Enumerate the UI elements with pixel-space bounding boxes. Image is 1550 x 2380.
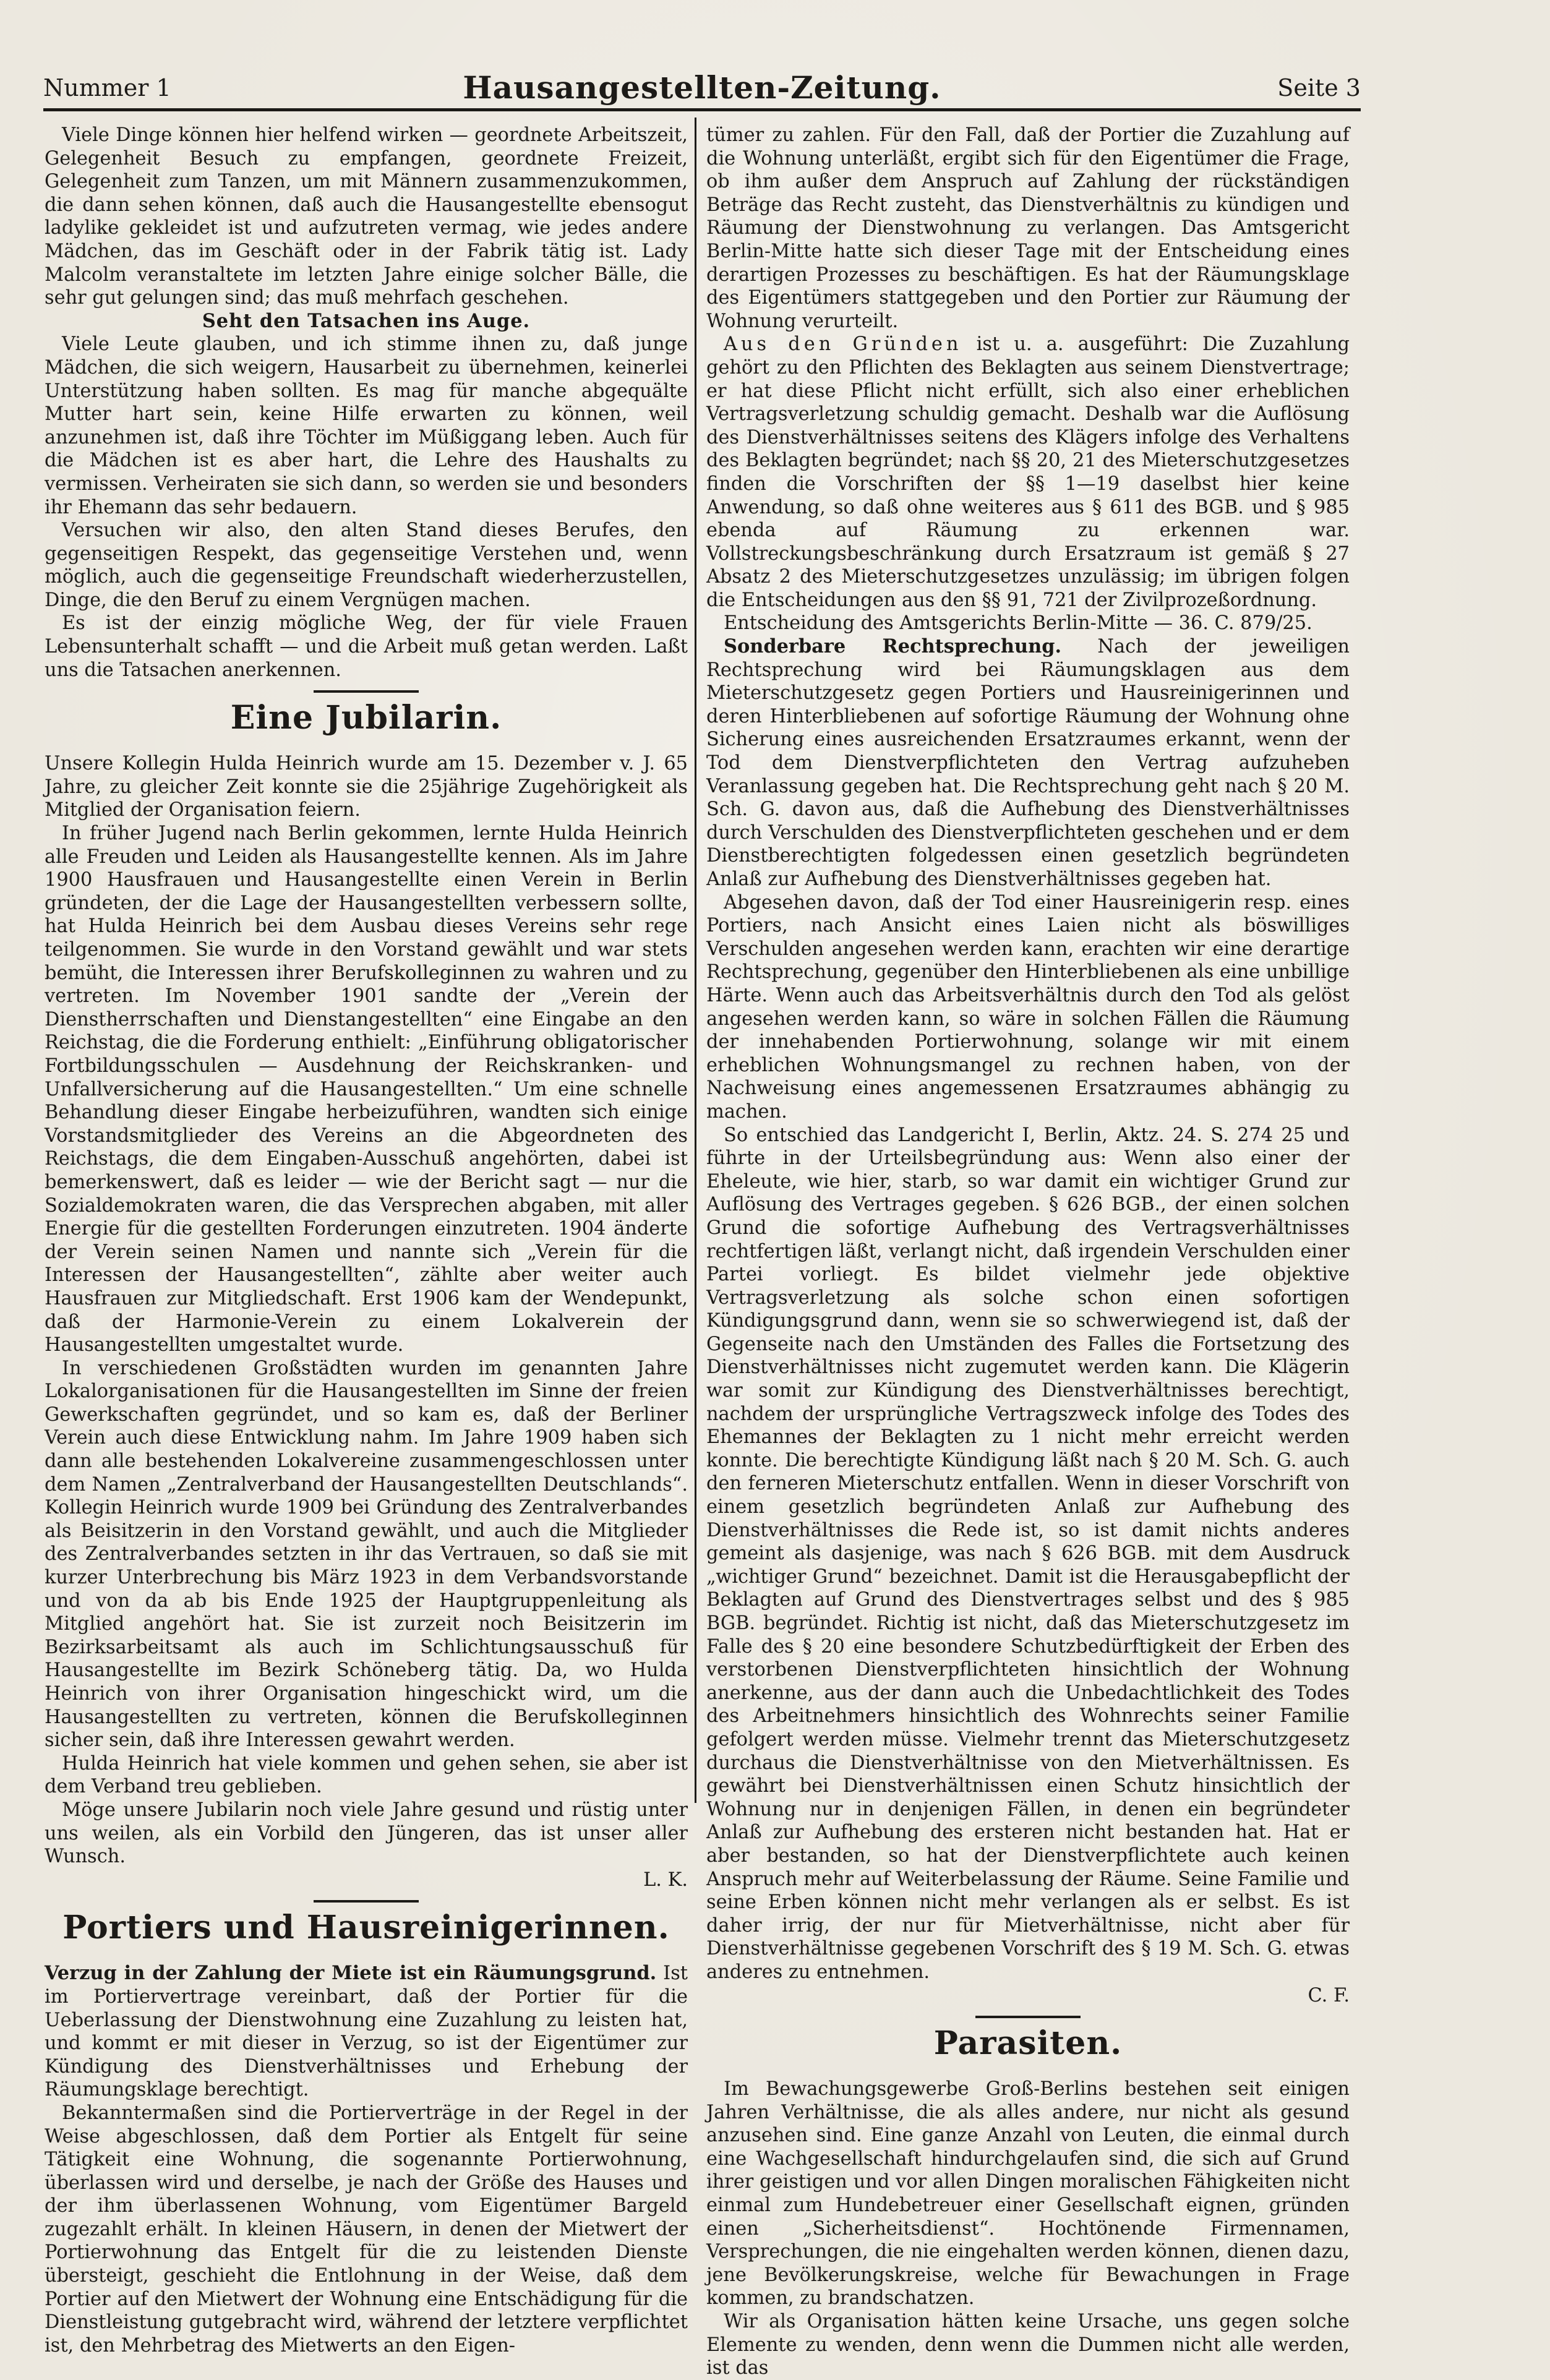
- article-paragraph: tümer zu zahlen. Für den Fall, daß der Portier die Zuzahlung auf die Wohnung unterläßt, ergibt sich für den Eigentümer die Frage, ob ihm außer dem Anspruch auf Zahlung der rückständigen Beträge das Recht zusteht, das Dienstverhältnis zu kündigen und Räumung der Dienstwohnung zu verlangen. Das Amtsgericht Berlin-Mitte hatte sich dieser Tage mit der Entscheidung eines derartigen Prozesses zu beschäftigen. Es hat der Räumungsklage des Eigentümers stattgegeben und den Portier zur Räumung der Wohnung verurteilt.: [706, 124, 1350, 332]
- article-paragraph: In verschiedenen Großstädten wurden im genannten Jahre Lokalorganisationen für die Hausangestellten im Sinne der freien Gewerkschaften gegründet, und so kam es, daß der Berliner Verein auch diese Entwicklung nahm. Im Jahre 1909 haben sich dann alle bestehenden Lokalvereine zusammengeschlossen unter dem Namen „Zentralverband der Hausangestellten Deutschlands“. Kollegin Heinrich wurde 1909 bei Gründung des Zentralverbandes als Beisitzerin in den Vorstand gewählt, und auch die Mitglieder des Zentralverbandes setzten in ihr das Vertrauen, so daß sie mit kurzer Unterbrechung bis März 1923 in dem Verbandsvorstande und von da ab bis Ende 1925 der Hauptgruppenleitung als Mitglied angehört hat. Sie ist zurzeit noch Beisitzerin im Bezirksarbeitsamt als auch im Schlichtungsausschuß für Hausangestellte im Bezirk Schöneberg tätig. Da, wo Hulda Heinrich von ihrer Organisation hingeschickt wird, um die Hausangestellten zu vertreten, können die Berufskolleginnen sicher sein, daß ihre Interessen gewahrt werden.: [45, 1357, 688, 1752]
- right-column: [706, 124, 1350, 2379]
- issue-number: Nummer 1: [43, 74, 171, 101]
- article-paragraph: Viele Leute glauben, und ich stimme ihnen zu, daß junge Mädchen, die sich weigern, Hausarbeit zu übernehmen, keinerlei Unterstützung haben sollten. Es mag für manche abgequälte Mutter hart sein, keine Hilfe erwarten zu können, weil anzunehmen ist, daß ihre Töchter im Müßiggang leben. Auch für die Mädchen ist es aber hart, die Lehre des Haushalts zu vermissen. Verheiraten sie sich dann, so werden sie und besonders ihr Ehemann das sehr bedauern.: [45, 333, 688, 518]
- section-divider: [314, 690, 419, 693]
- section-divider: [314, 1900, 419, 1903]
- article-lead: Sonderbare Rechtsprechung.: [724, 635, 1062, 658]
- article-paragraph: Unsere Kollegin Hulda Heinrich wurde am 15. Dezember v. J. 65 Jahre, zu gleicher Zeit konnte sie die 25jährige Zugehörigkeit als Mitglied der Organisation feiern.: [45, 753, 688, 821]
- article-paragraph: Es ist der einzig mögliche Weg, der für viele Frauen Lebensunterhalt schafft — und die Arbeit muß getan werden. Laßt uns die Tatsachen anerkennen.: [45, 612, 688, 681]
- column-divider: [695, 118, 696, 1803]
- heading-parasiten: Parasiten.: [933, 2024, 1123, 2063]
- article-lead-text: Ist im Portiervertrage vereinbart, daß der Portier für die Ueberlassung der Dienstwohnung eine Zuzahlung zu leisten hat, und kommt er mit dieser in Verzug, so ist der Eigentümer zur Kündigung des Dienstverhältnisses und Erhebung der Räumungsklage berechtigt.: [45, 1963, 688, 2101]
- section-subheading: Seht den Tatsachen ins Auge.: [202, 309, 531, 332]
- article-lead-text: Nach der jeweiligen Rechtsprechung wird bei Räumungsklagen aus dem Mieterschutzgesetz gegen Portiers und Hausreinigerinnen und deren Hinterbliebenen auf sofortige Räumung der Wohnung ohne Sicherung eines ausreichenden Ersatzraumes erkannt, wenn der Tod dem Dienstverpflichteten den Vertrag aufzuheben Veranlassung gegeben hat. Die Rechtsprechung geht nach § 20 M. Sch. G. davon aus, daß die Aufhebung des Dienstverhältnisses durch Verschulden des Dienstverpflichteten geschehen und er dem Dienstberechtigten folgedessen einen gesetzlich begründeten Anlaß zur Aufhebung des Dienstverhältnisses gegeben hat.: [706, 636, 1350, 890]
- article-paragraph: Im Bewachungsgewerbe Groß-Berlins bestehen seit einigen Jahren Verhältnisse, die als alles andere, nur nicht als gesund anzusehen sind. Eine ganze Anzahl von Leuten, die einmal durch eine Wachgesellschaft hindurchgelaufen sind, die sich auf Grund ihrer geistigen und vor allen Dingen moralischen Fähigkeiten nicht einmal zum Hundebetreuer einer Gesellschaft eignen, gründen einen „Sicherheitsdienst“. Hochtönende Firmennamen, Versprechungen, die nie eingehalten werden können, dienen dazu, jene Bevölkerungskreise, welche für Bewachungen in Frage kommen, zu brandschatzen.: [706, 2078, 1350, 2309]
- left-column: [45, 124, 688, 2356]
- author-signature: C. F.: [1308, 1984, 1350, 2006]
- section-divider: [975, 2016, 1081, 2018]
- court-reference: Entscheidung des Amtsgerichts Berlin-Mitte — 36. C. 879/25.: [724, 612, 1312, 635]
- newspaper-title: Hausangestellten-Zeitung.: [463, 69, 941, 106]
- article-paragraph: [706, 635, 1350, 891]
- article-lead: Verzug in der Zahlung der Miete ist ein Räumungsgrund.: [45, 1962, 657, 1985]
- article-lead: Aus den Gründen: [724, 333, 962, 356]
- article-paragraph: Versuchen wir also, den alten Stand dieses Berufes, den gegenseitigen Respekt, das gegenseitige Verstehen und, wenn möglich, auch die gegenseitige Freundschaft wiederherzustellen, Dinge, die den Beruf zu einem Vergnügen machen.: [45, 520, 688, 611]
- article-paragraph: Bekanntermaßen sind die Portierverträge in der Regel in der Weise abgeschlossen, daß dem Portier als Entgelt für seine Tätigkeit eine Wohnung, die sogenannte Portierwohnung, überlassen wird und derselbe, je nach der Größe des Hauses und der ihm überlassenen Wohnung, vom Eigentümer Bargeld zugezahlt erhält. In kleinen Häusern, in denen der Mietwert der Portierwohnung das Entgelt für die zu leistenden Dienste übersteigt, geschieht die Entlohnung in der Weise, daß dem Portier auf den Mietwert der Wohnung eine Entschädigung für die Dienstleistung gutgebracht wird, während der letztere verpflichtet ist, den Mehrbetrag des Mietwerts an den Eigen-: [45, 2102, 688, 2356]
- article-paragraph: [706, 333, 1350, 612]
- article-paragraph: Viele Dinge können hier helfend wirken — geordnete Arbeitszeit, Gelegenheit Besuch zu empfangen, geordnete Freizeit, Gelegenheit zum Tanzen, um mit Männern zusammenzukommen, die dann sehen können, daß auch die Hausangestellte ebensogut ladylike gekleidet ist und aufzutreten vermag, wie jedes andere Mädchen, das im Geschäft oder in der Fabrik tätig ist. Lady Malcolm veranstaltete im letzten Jahre einige solcher Bälle, die sehr gut gelungen sind; das muß mehrfach geschehen.: [45, 124, 688, 309]
- header-rule: [43, 108, 1361, 111]
- article-paragraph: Möge unsere Jubilarin noch viele Jahre gesund und rüstig unter uns weilen, als ein Vorbild den Jüngeren, das ist unser aller Wunsch.: [45, 1799, 688, 1868]
- author-signature: L. K.: [643, 1868, 688, 1891]
- article-paragraph: In früher Jugend nach Berlin gekommen, lernte Hulda Heinrich alle Freuden und Leiden als Hausangestellte kennen. Als im Jahre 1900 Hausfrauen und Hausangestellte einen Verein in Berlin gründeten, der die Lage der Hausangestellten verbessern sollte, hat Hulda Heinrich bei dem Ausbau dieses Vereins sehr rege teilgenommen. Sie wurde in den Vorstand gewählt und war stets bemüht, die Interessen ihrer Berufskolleginnen zu wahren und zu vertreten. Im November 1901 sandte der „Verein der Dienstherrschaften und Dienstangestellten“ eine Eingabe an den Reichstag, die die Forderung enthielt: „Einführung obligatorischer Fortbildungsschulen — Ausdehnung der Reichskranken- und Unfallversicherung auf die Hausangestellten.“ Um eine schnelle Behandlung dieser Eingabe herbeizuführen, wandten sich einige Vorstandsmitglieder des Vereins an die Abgeordneten des Reichstags, die dem Eingaben-Ausschuß angehörten, dabei ist bemerkenswert, daß es leider — wie der Bericht sagt — nur die Sozialdemokraten waren, die das Versprechen abgaben, mit aller Energie für die gestellten Forderungen einzutreten. 1904 änderte der Verein seinen Namen und nannte sich „Verein für die Interessen der Hausangestellten“, zählte aber weiter auch Hausfrauen zur Mitgliedschaft. Erst 1906 kam der Wendepunkt, daß der Harmonie-Verein zu einem Lokalverein der Hausangestellten umgestaltet wurde.: [45, 823, 688, 1356]
- article-paragraph: Hulda Heinrich hat viele kommen und gehen sehen, sie aber ist dem Verband treu geblieben.: [45, 1752, 688, 1798]
- article-paragraph: Abgesehen davon, daß der Tod einer Hausreinigerin resp. eines Portiers, nach Ansicht eines Laien nicht als böswilliges Verschulden angesehen werden kann, erachten wir eine derartige Rechtsprechung, gegenüber den Hinterbliebenen als eine unbillige Härte. Wenn auch das Arbeitsverhältnis durch den Tod als gelöst angesehen werden kann, so wäre in solchen Fällen die Räumung der innehabenden Portierwohnung, solange wir mit einem erheblichen Wohnungsmangel zu rechnen haben, von der Nachweisung eines angemessenen Ersatzraumes abhängig zu machen.: [706, 891, 1350, 1123]
- article-paragraph: [45, 1962, 688, 2102]
- article-paragraph: So entschied das Landgericht I, Berlin, Aktz. 24. S. 274 25 und führte in der Urteilsbegründung aus: Wenn also einer der Eheleute, wie hier, starb, so war damit ein wichtiger Grund zur Auflösung des Vertrages gegeben. § 626 BGB., der einen solchen Grund die sofortige Aufhebung des Vertragsverhältnisses rechtfertigen läßt, verlangt nicht, daß irgendein Verschulden einer Partei vorliegt. Es bildet vielmehr jede objektive Vertragsverletzung als solche schon einen sofortigen Kündigungsgrund dann, wenn sie so schwerwiegend ist, daß der Gegenseite nach den Umständen des Falles die Fortsetzung des Dienstverhältnisses nicht zugemutet werden kann. Die Klägerin war somit zur Kündigung des Dienstverhältnisses berechtigt, nachdem der ursprüngliche Vertragszweck infolge des Todes des Ehemannes der Beklagten zu 1 nicht mehr erreicht werden konnte. Die berechtigte Kündigung läßt nach § 20 M. Sch. G. auch den ferneren Mieterschutz entfallen. Wenn in dieser Vorschrift von einem gesetzlich begründeten Anlaß zur Aufhebung des Dienstverhältnisses die Rede ist, so ist damit nichts anderes gemeint als dasjenige, was nach § 626 BGB. mit dem Ausdruck „wichtiger Grund“ bezeichnet. Damit ist die Herausgabepflicht der Beklagten auf Grund des Dienstvertrages selbst und des § 985 BGB. begründet. Richtig ist nicht, daß das Mieterschutzgesetz im Falle des § 20 eine besondere Schutzbedürftigkeit der Erben des verstorbenen Dienstverpflichteten hinsichtlich der Wohnung anerkenne, aus der dann auch die Unbedachtlichkeit des Todes des Arbeitnehmers hinsichtlich des Wohnrechts seiner Familie gefolgert werden müsse. Vielmehr trennt das Mieterschutzgesetz durchaus die Dienstverhältnisse von den Mietverhältnissen. Es gewährt bei Dienstverhältnissen einen Schutz hinsichtlich der Wohnung nur in denjenigen Fällen, in denen ein begründeter Anlaß zur Aufhebung des ersteren nicht bestanden hat. Hat er aber bestanden, so hat der Dienstverpflichtete auch keinen Anspruch mehr auf Weiterbelassung der Räume. Seine Familie und seine Erben können nicht mehr verlangen als er selbst. Es ist daher irrig, der nur für Mietverhältnisse, nicht aber für Dienstverhältnisse gegebenen Vorschrift des § 19 M. Sch. G. etwas anderes zu entnehmen.: [706, 1124, 1350, 1983]
- page-header: [43, 69, 1361, 106]
- article-lead-text: ist u. a. ausgeführt: Die Zuzahlung gehört zu den Pflichten des Beklagten aus seinem Dienstvertrage; er hat diese Pflicht nicht erfüllt, sich also einer erheblichen Vertragsverletzung schuldig gemacht. Deshalb war die Auflösung des Dienstverhältnisses seitens des Klägers infolge des Verhaltens des Beklagten begründet; nach §§ 20, 21 des Mieterschutzgesetzes finden die Vorschriften der §§ 1—19 daselbst hier keine Anwendung, so daß ohne weiteres aus § 611 des BGB. und § 985 ebenda auf Räumung zu erkennen war. Vollstreckungsbeschränkung durch Ersatzraum ist gemäß § 27 Absatz 2 des Mieterschutzgesetzes unzulässig; im übrigen folgen die Entscheidungen aus den §§ 91, 721 der Zivilprozeßordnung.: [706, 333, 1350, 611]
- article-paragraph: Wir als Organisation hätten keine Ursache, uns gegen solche Elemente zu wenden, denn wenn die Dummen nicht alle werden, ist das: [706, 2311, 1350, 2379]
- page-number: Seite 3: [1277, 74, 1361, 101]
- heading-portiers: Portiers und Hausreinigerinnen.: [62, 1909, 670, 1947]
- heading-jubilarin: Eine Jubilarin.: [230, 699, 502, 737]
